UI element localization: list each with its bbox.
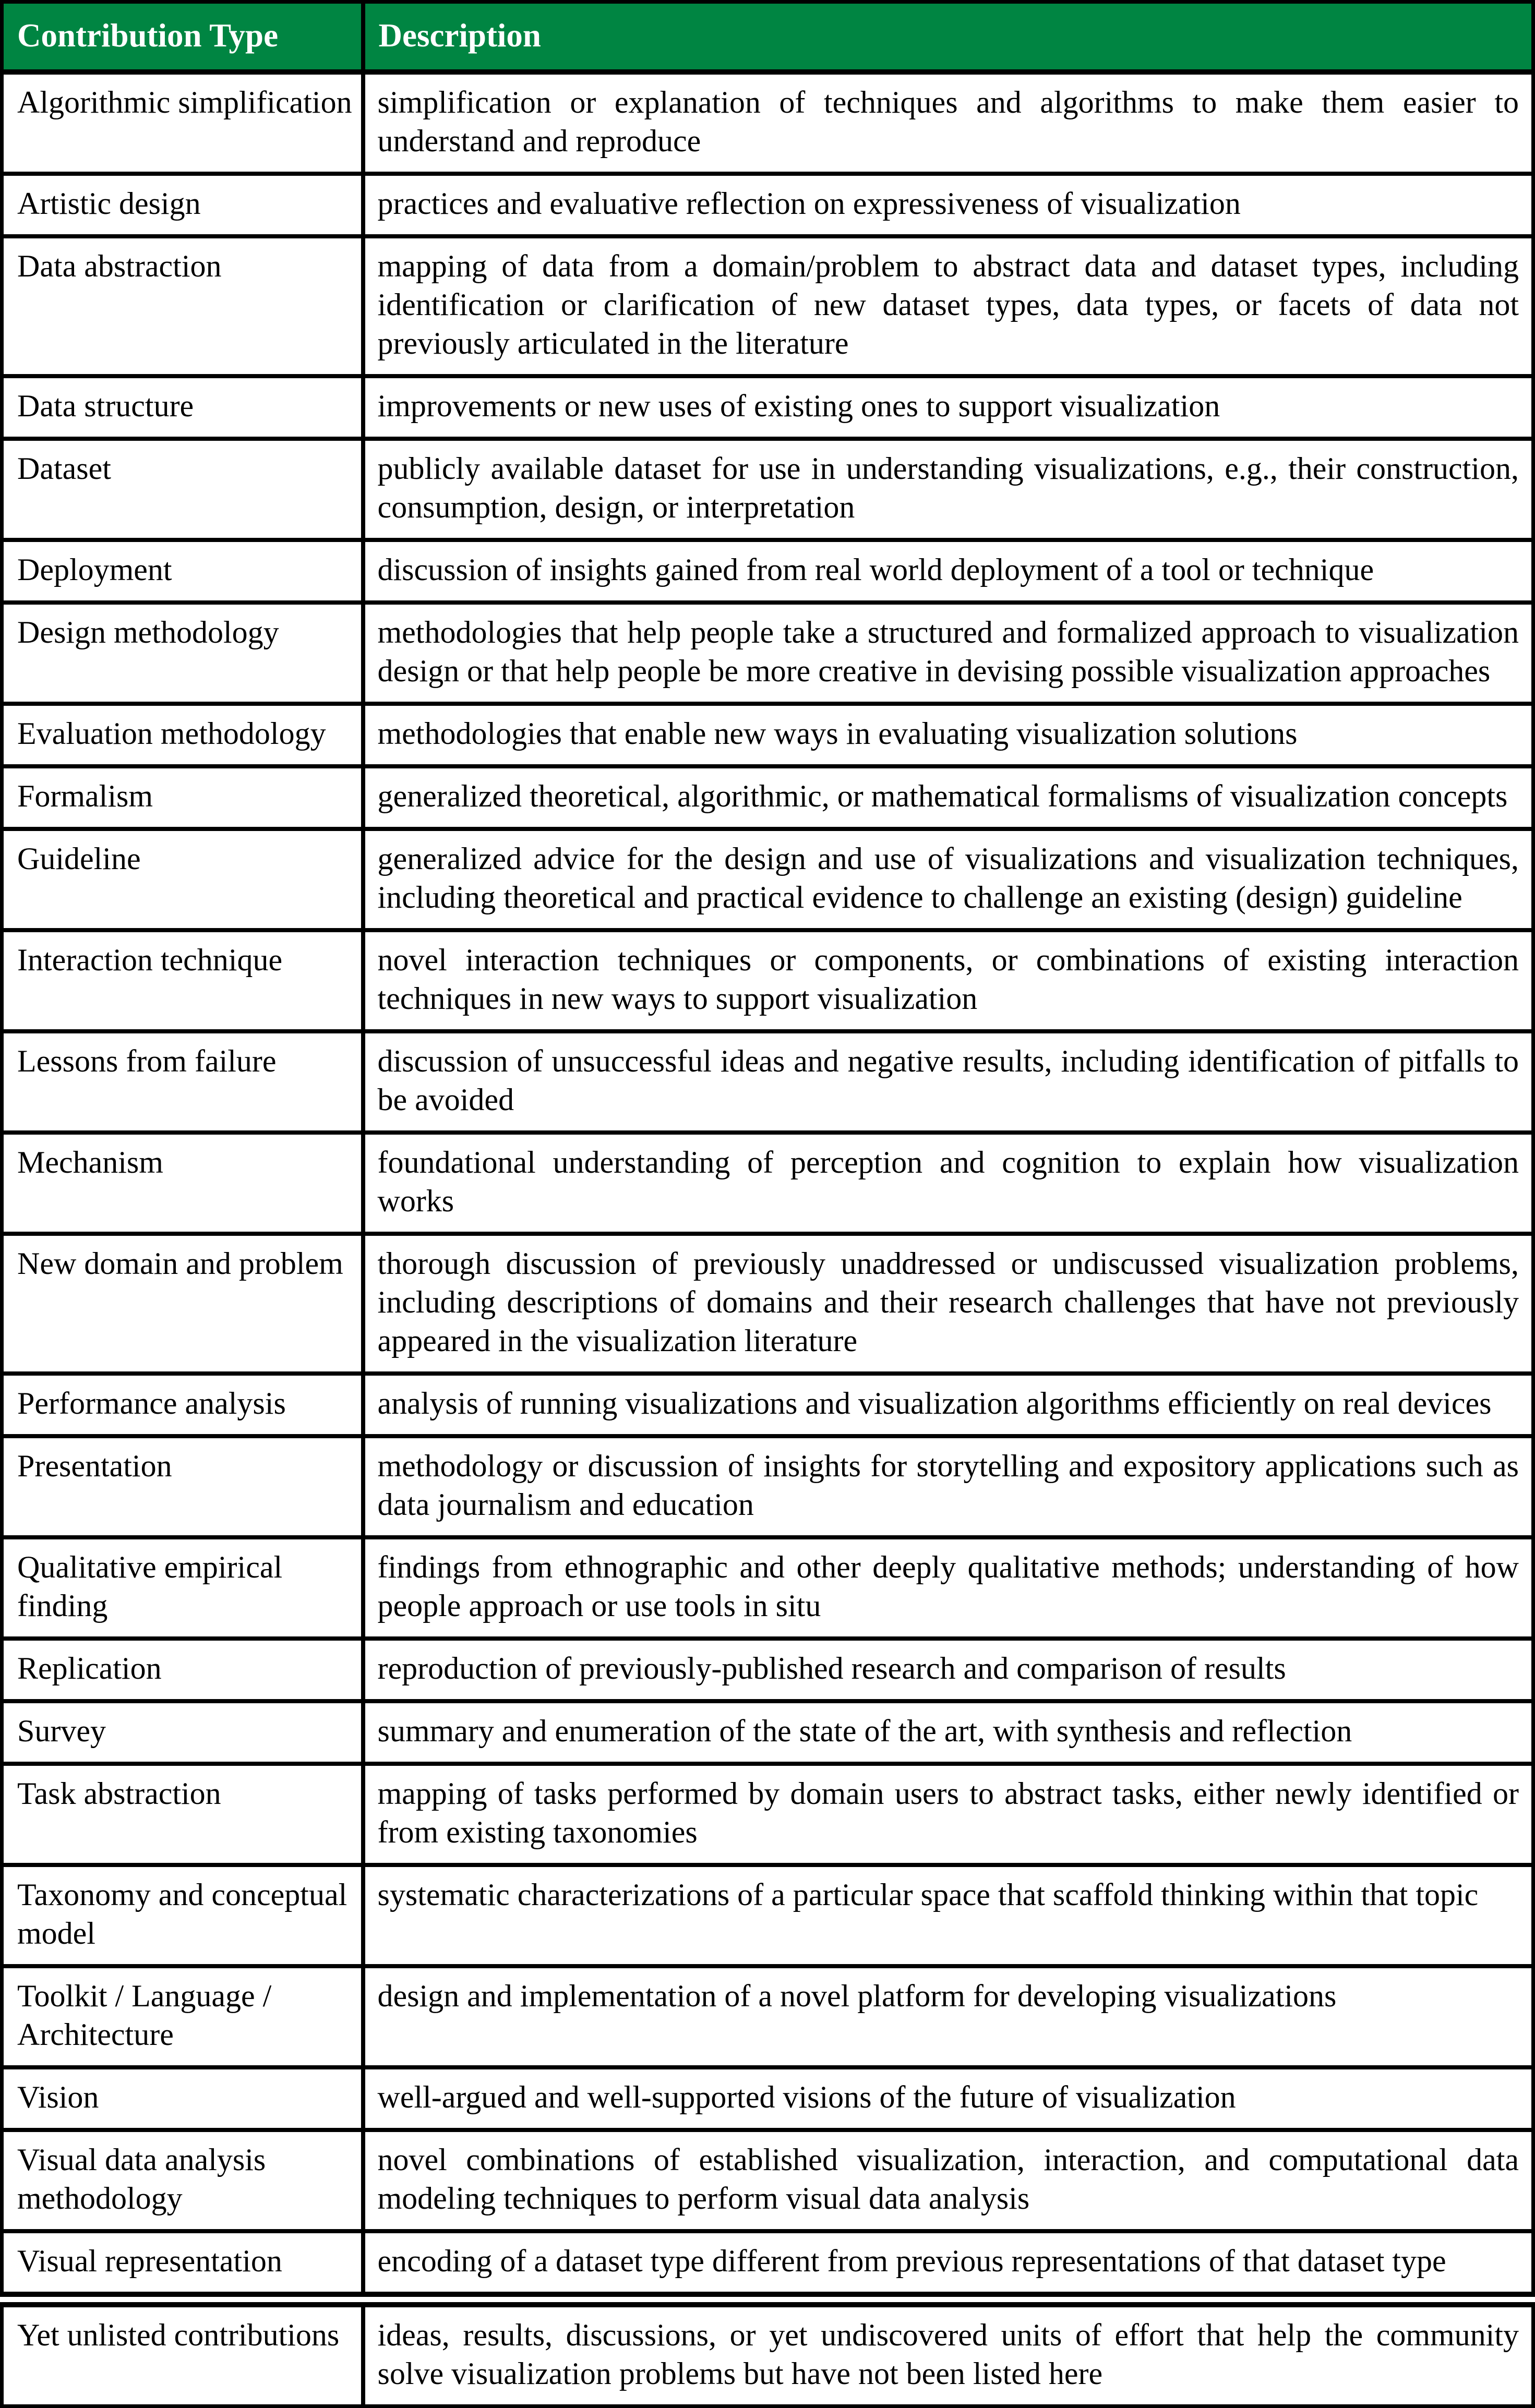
contribution-type-cell: Visual data analysis methodology [2, 2130, 363, 2231]
contribution-type-cell: Lessons from failure [2, 1031, 363, 1133]
contribution-type-cell: Deployment [2, 540, 363, 603]
table-header [2, 2, 1533, 73]
table-row [2, 1639, 1533, 1701]
contribution-type-cell: Yet unlisted contributions [2, 2299, 363, 2406]
description-cell: novel combinations of established visualization, interaction, and computational data modeling techniques to perform visual data analysis [363, 2130, 1533, 2231]
contribution-type-cell: Visual representation [2, 2231, 363, 2299]
table-row [2, 1374, 1533, 1436]
contribution-type-cell: New domain and problem [2, 1234, 363, 1374]
table-row [2, 72, 1533, 174]
description-cell: discussion of unsuccessful ideas and negative results, including identification of pitfalls to be avoided [363, 1031, 1533, 1133]
table-row [2, 2067, 1533, 2130]
contribution-type-cell: Replication [2, 1639, 363, 1701]
description-cell: methodologies that enable new ways in evaluating visualization solutions [363, 704, 1533, 766]
table-row [2, 1865, 1533, 1966]
description-cell: generalized theoretical, algorithmic, or mathematical formalisms of visualization concepts [363, 766, 1533, 829]
table-row [2, 236, 1533, 376]
contribution-type-cell: Design methodology [2, 603, 363, 704]
description-header: Description [363, 2, 1533, 73]
contribution-type-cell: Dataset [2, 439, 363, 540]
description-cell: methodology or discussion of insights for storytelling and expository applications such as data journalism and education [363, 1436, 1533, 1537]
table-row [2, 603, 1533, 704]
description-cell: ideas, results, discussions, or yet undiscovered units of effort that help the community solve visualization problems but have not been listed here [363, 2299, 1533, 2406]
contribution-type-cell: Formalism [2, 766, 363, 829]
table-row [2, 1966, 1533, 2067]
description-cell: discussion of insights gained from real world deployment of a tool or technique [363, 540, 1533, 603]
contribution-type-cell: Data structure [2, 376, 363, 439]
table-row [2, 1537, 1533, 1639]
description-cell: analysis of running visualizations and visualization algorithms efficiently on real devices [363, 1374, 1533, 1436]
contribution-type-cell: Task abstraction [2, 1764, 363, 1865]
description-cell: findings from ethnographic and other deeply qualitative methods; understanding of how people approach or use tools in situ [363, 1537, 1533, 1639]
description-cell: improvements or new uses of existing ones to support visualization [363, 376, 1533, 439]
description-cell: practices and evaluative reflection on expressiveness of visualization [363, 174, 1533, 236]
table-row [2, 174, 1533, 236]
header-row [2, 2, 1533, 73]
table-row [2, 1031, 1533, 1133]
description-cell: mapping of tasks performed by domain users to abstract tasks, either newly identified or from existing taxonomies [363, 1764, 1533, 1865]
contribution-type-cell: Evaluation methodology [2, 704, 363, 766]
contribution-type-cell: Survey [2, 1701, 363, 1764]
contribution-type-cell: Data abstraction [2, 236, 363, 376]
contribution-type-cell: Toolkit / Language / Architecture [2, 1966, 363, 2067]
description-cell: simplification or explanation of techniques and algorithms to make them easier to understand and reproduce [363, 72, 1533, 174]
description-cell: novel interaction techniques or components, or combinations of existing interaction techniques in new ways to support visualization [363, 930, 1533, 1031]
contribution-type-cell: Vision [2, 2067, 363, 2130]
description-cell: well-argued and well-supported visions of the future of visualization [363, 2067, 1533, 2130]
description-cell: summary and enumeration of the state of the art, with synthesis and reflection [363, 1701, 1533, 1764]
description-cell: mapping of data from a domain/problem to abstract data and dataset types, including identification or clarification of new dataset types, data types, or facets of data not previously articulated in the literature [363, 236, 1533, 376]
description-cell: methodologies that help people take a structured and formalized approach to visualization design or that help people be more creative in devising possible visualization approaches [363, 603, 1533, 704]
table-row [2, 1764, 1533, 1865]
table-row [2, 2231, 1533, 2299]
table-row [2, 766, 1533, 829]
description-cell: encoding of a dataset type different from previous representations of that dataset type [363, 2231, 1533, 2299]
description-cell: foundational understanding of perception and cognition to explain how visualization works [363, 1133, 1533, 1234]
table-row [2, 1436, 1533, 1537]
contribution-type-cell: Algorithmic simplification [2, 72, 363, 174]
table-row [2, 930, 1533, 1031]
contribution-type-cell: Guideline [2, 829, 363, 930]
contribution-type-cell: Presentation [2, 1436, 363, 1537]
contribution-type-cell: Interaction technique [2, 930, 363, 1031]
description-cell: reproduction of previously-published research and comparison of results [363, 1639, 1533, 1701]
table-row [2, 1701, 1533, 1764]
table-row [2, 829, 1533, 930]
contribution-type-cell: Performance analysis [2, 1374, 363, 1436]
contribution-type-cell: Artistic design [2, 174, 363, 236]
table-row [2, 1234, 1533, 1374]
table-row [2, 540, 1533, 603]
description-cell: thorough discussion of previously unaddressed or undiscussed visualization problems, including descriptions of domains and their research challenges that have not previously appeared in the visualization literature [363, 1234, 1533, 1374]
contribution-type-cell: Taxonomy and conceptual model [2, 1865, 363, 1966]
table-row [2, 2299, 1533, 2406]
table-row [2, 2130, 1533, 2231]
table-body [2, 72, 1533, 2406]
contribution-type-cell: Qualitative empirical finding [2, 1537, 363, 1639]
table-row [2, 376, 1533, 439]
table-row [2, 1133, 1533, 1234]
table-row [2, 439, 1533, 540]
contribution-type-header: Contribution Type [2, 2, 363, 73]
description-cell: generalized advice for the design and use of visualizations and visualization techniques, including theoretical and practical evidence to challenge an existing (design) guideline [363, 829, 1533, 930]
description-cell: publicly available dataset for use in understanding visualizations, e.g., their construction, consumption, design, or interpretation [363, 439, 1533, 540]
contribution-type-cell: Mechanism [2, 1133, 363, 1234]
table-row [2, 704, 1533, 766]
description-cell: design and implementation of a novel platform for developing visualizations [363, 1966, 1533, 2067]
description-cell: systematic characterizations of a particular space that scaffold thinking within that topic [363, 1865, 1533, 1966]
